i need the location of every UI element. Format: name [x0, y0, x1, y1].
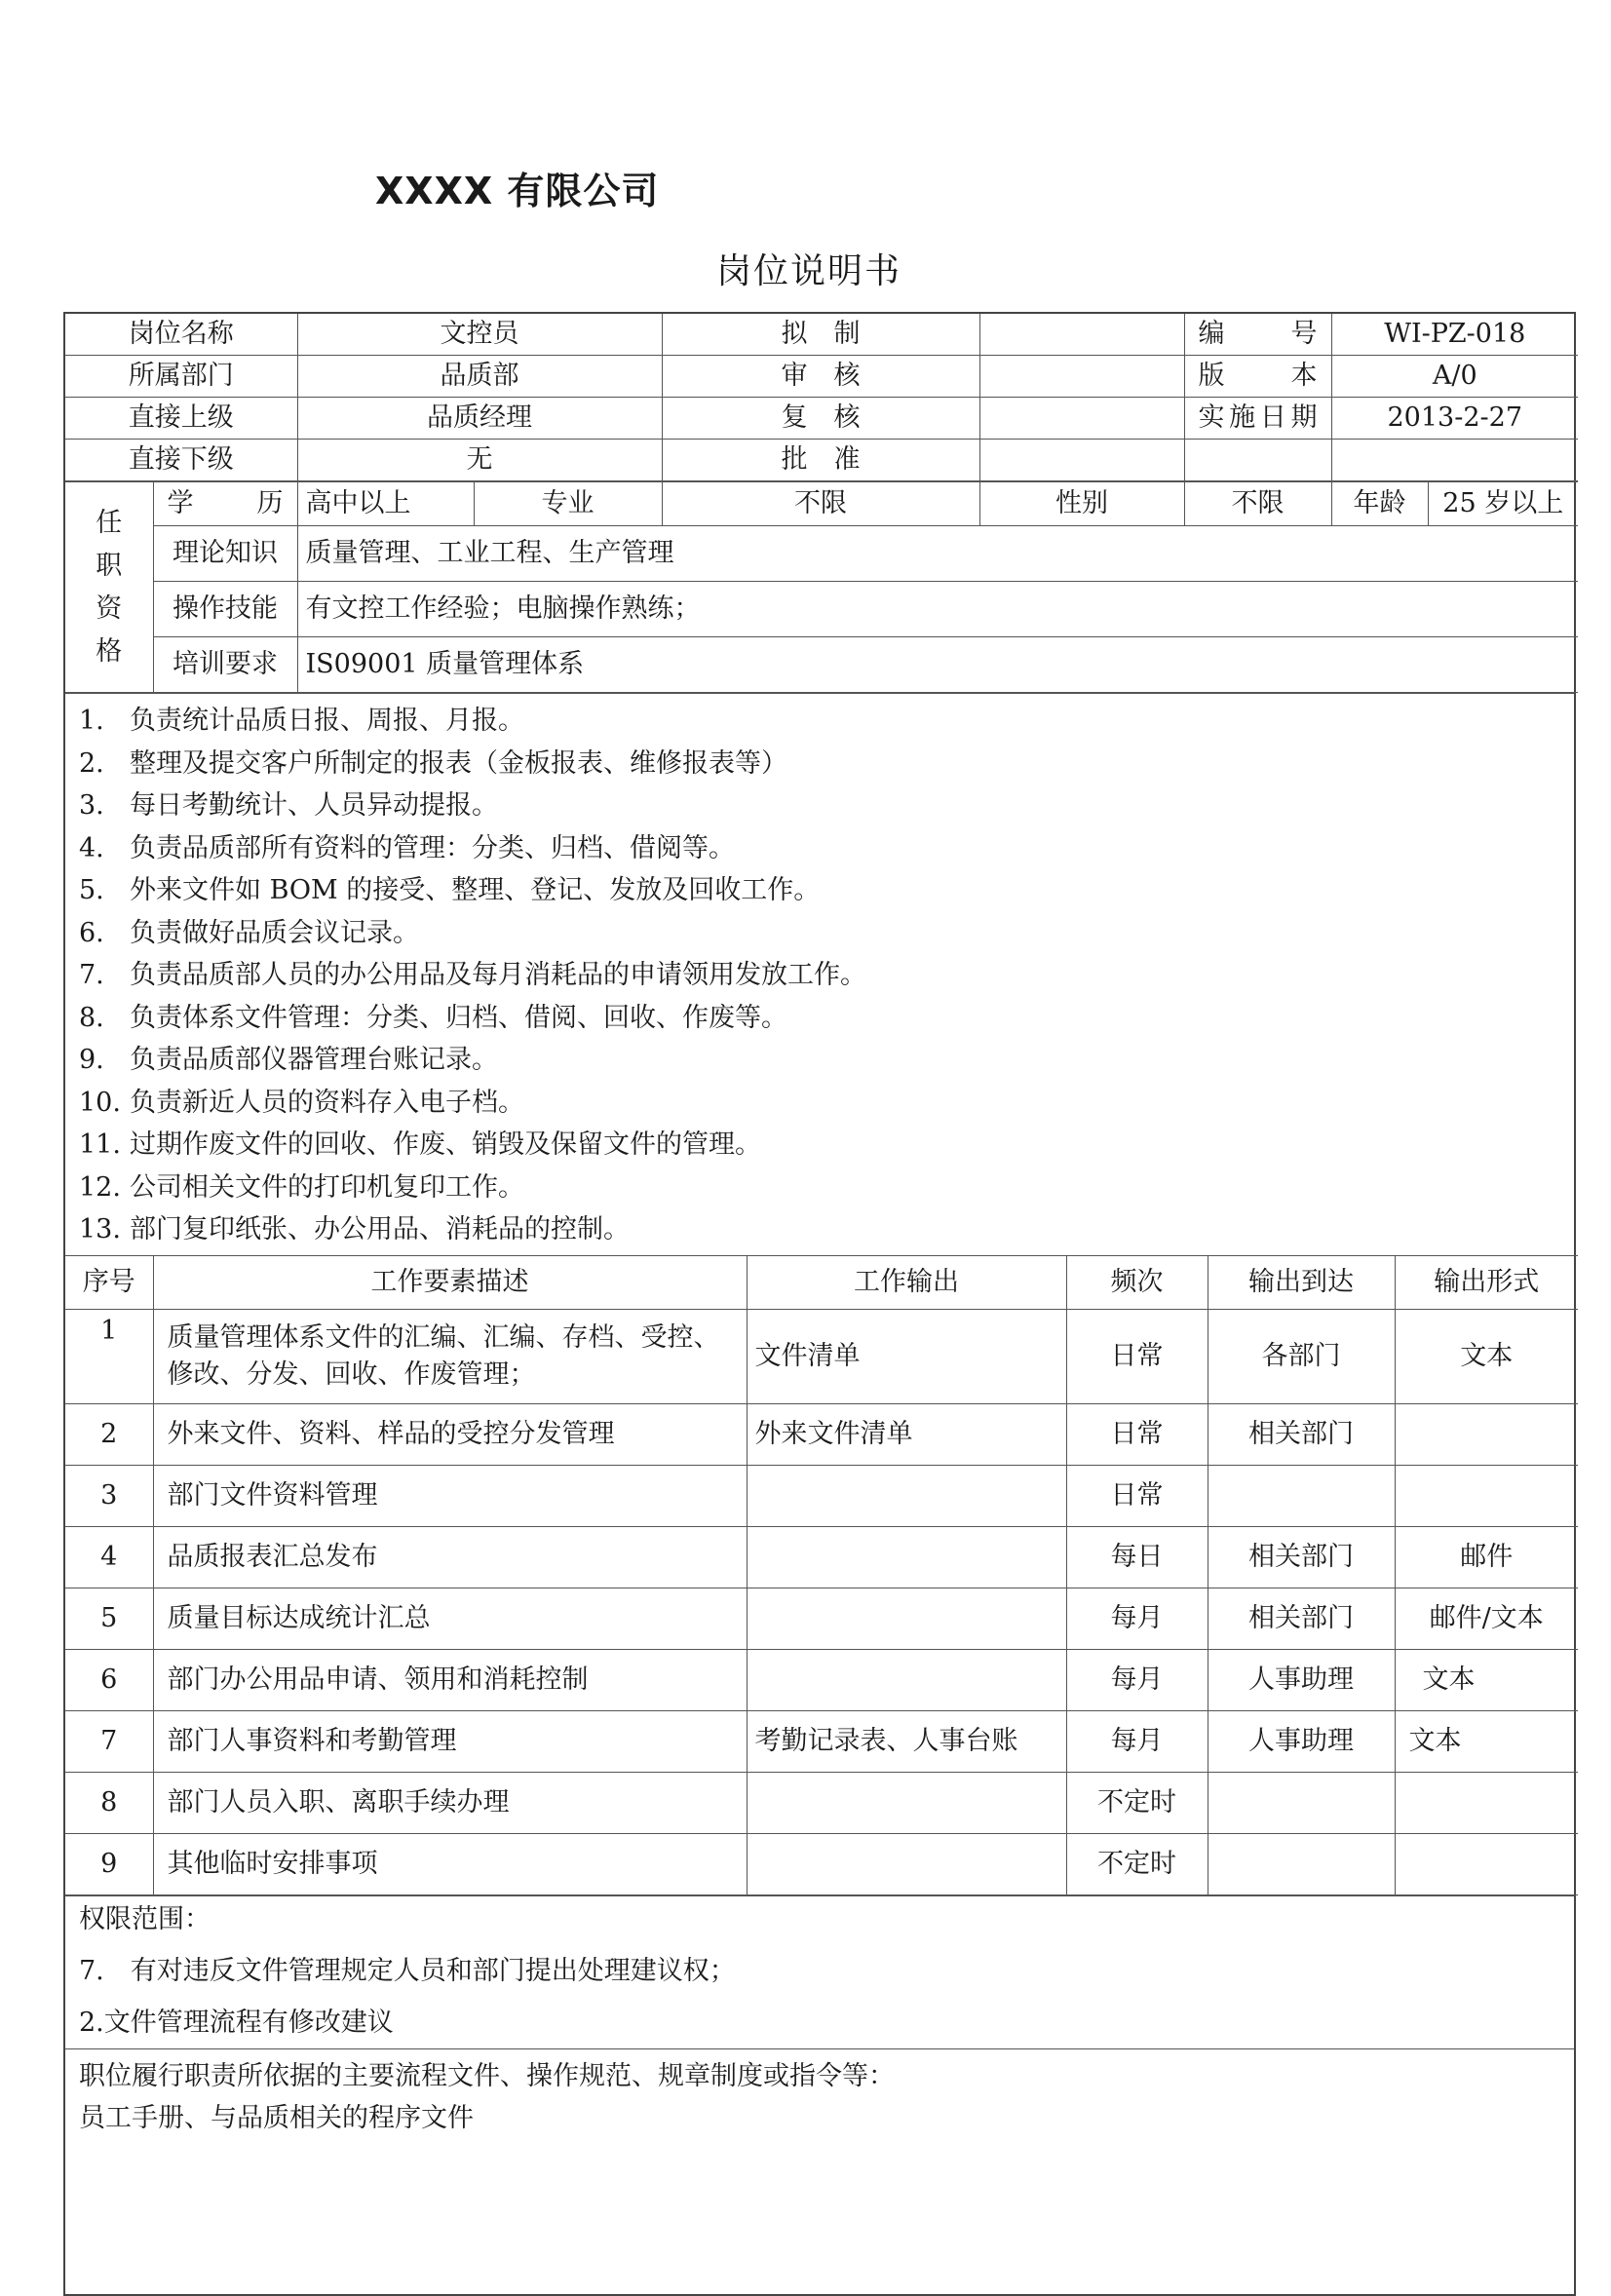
theory-row: [65, 526, 1578, 582]
sign-value: [979, 314, 1184, 356]
meta-value: [1331, 440, 1578, 481]
document-title: 岗位说明书: [716, 251, 902, 291]
training-row: [65, 637, 1578, 693]
sign-label: 审 核: [662, 356, 979, 398]
sign-label: 复 核: [662, 398, 979, 440]
sign-value: [979, 356, 1184, 398]
education-row: [65, 482, 1578, 526]
authority-title: 权限范围：: [79, 1903, 211, 1934]
job-description-form: [63, 312, 1576, 2296]
sign-value: [979, 440, 1184, 481]
field-value: 无: [297, 440, 662, 481]
column-header: 工作要素描述: [153, 1255, 747, 1309]
theory-value: 质量管理、工业工程、生产管理: [297, 526, 1578, 582]
qualifications-table: [65, 481, 1578, 693]
duty-item: 11. 过期作废文件的回收、作废、销毁及保留文件的管理。: [79, 1129, 761, 1160]
duty-item: 9. 负责品质部仪器管理台账记录。: [79, 1045, 498, 1075]
theory-label: 理论知识: [153, 526, 297, 582]
training-label: 培训要求: [153, 637, 297, 693]
training-value: IS09001 质量管理体系: [297, 637, 1578, 693]
duty-item: 8. 负责体系文件管理：分类、归档、借阅、回收、作废等。: [79, 1002, 787, 1033]
duty-item: 5. 外来文件如 BOM 的接受、整理、登记、发放及回收工作。: [79, 875, 821, 905]
column-header: 序号: [65, 1255, 153, 1309]
meta-value: 2013-2-27: [1331, 398, 1578, 440]
table-row: 1 质量管理体系文件的汇编、汇编、存档、受控、修改、分发、回收、作废管理； 文件清单 日常 各部门 文本: [65, 1309, 1578, 1403]
meta-label: 实施日期: [1184, 398, 1331, 440]
meta-label: 编 号: [1184, 314, 1331, 356]
header-row: [65, 440, 1578, 481]
skills-row: [65, 582, 1578, 637]
major-label: 专业: [474, 482, 662, 526]
meta-label: 版 本: [1184, 356, 1331, 398]
field-value: 文控员: [297, 314, 662, 356]
basis-title: 职位履行职责所依据的主要流程文件、操作规范、规章制度或指令等：: [79, 2060, 895, 2091]
field-label: 直接下级: [65, 440, 297, 481]
duty-item: 2. 整理及提交客户所制定的报表（金板报表、维修报表等）: [79, 747, 787, 779]
skills-value: 有文控工作经验；电脑操作熟练；: [297, 582, 1578, 637]
table-row: 3 部门文件资料管理 日常: [65, 1465, 1578, 1526]
skills-label: 操作技能: [153, 582, 297, 637]
meta-label: [1184, 440, 1331, 481]
table-row: 6 部门办公用品申请、领用和消耗控制 每月 人事助理 文本: [65, 1649, 1578, 1710]
age-value: 25 岁以上: [1428, 482, 1578, 526]
table-row: 4 品质报表汇总发布 每日 相关部门 邮件: [65, 1526, 1578, 1588]
meta-value: WI-PZ-018: [1331, 314, 1578, 356]
duty-item: 10. 负责新近人员的资料存入电子档。: [79, 1087, 524, 1118]
table-row: 5 质量目标达成统计汇总 每月 相关部门 邮件/文本: [65, 1588, 1578, 1649]
authority-item: 7. 有对违反文件管理规定人员和部门提出处理建议权；: [79, 1955, 736, 1986]
work-elements-table: [65, 1255, 1578, 1895]
meta-value: A/0: [1331, 356, 1578, 398]
duty-item: 6. 负责做好品质会议记录。: [79, 917, 419, 948]
duty-item: 7. 负责品质部人员的办公用品及每月消耗品的申请领用发放工作。: [79, 960, 866, 990]
age-label: 年龄: [1331, 482, 1428, 526]
company-name: XXXX 有限公司: [375, 170, 660, 212]
table-row: 7 部门人事资料和考勤管理 考勤记录表、人事台账 每月 人事助理 文本: [65, 1710, 1578, 1772]
section-label-qualifications: 任 职 资 格: [65, 482, 153, 693]
authority-item: 2.文件管理流程有修改建议: [79, 2007, 394, 2038]
duty-item: 12. 公司相关文件的打印机复印工作。: [79, 1171, 524, 1203]
major-value: 不限: [662, 482, 979, 526]
field-label: 直接上级: [65, 398, 297, 440]
duty-item: 13. 部门复印纸张、办公用品、消耗品的控制。: [79, 1214, 630, 1244]
field-label: 所属部门: [65, 356, 297, 398]
sign-label: 拟 制: [662, 314, 979, 356]
education-label: 学 历: [153, 482, 297, 526]
basis-content: 员工手册、与品质相关的程序文件: [79, 2102, 474, 2133]
column-header: 工作输出: [747, 1255, 1066, 1309]
gender-value: 不限: [1184, 482, 1331, 526]
header-row: [65, 398, 1578, 440]
table-header-row: [65, 1255, 1578, 1309]
sign-label: 批 准: [662, 440, 979, 481]
column-header: 输出到达: [1208, 1255, 1395, 1309]
table-row: 9 其他临时安排事项 不定时: [65, 1833, 1578, 1894]
basis-section: [65, 2048, 1574, 2294]
field-value: 品质经理: [297, 398, 662, 440]
table-row: 8 部门人员入职、离职手续办理 不定时: [65, 1772, 1578, 1833]
header-row: [65, 356, 1578, 398]
duties-list: [65, 693, 1574, 1255]
header-info-table: [65, 314, 1578, 481]
sign-value: [979, 398, 1184, 440]
field-value: 品质部: [297, 356, 662, 398]
authority-section: [65, 1895, 1574, 2048]
table-row: 2 外来文件、资料、样品的受控分发管理 外来文件清单 日常 相关部门: [65, 1403, 1578, 1465]
duty-item: 1. 负责统计品质日报、周报、月报。: [79, 706, 524, 736]
field-label: 岗位名称: [65, 314, 297, 356]
column-header: 输出形式: [1395, 1255, 1578, 1309]
header-row: [65, 314, 1578, 356]
duty-item: 3. 每日考勤统计、人员异动提报。: [79, 790, 498, 821]
education-value: 高中以上: [297, 482, 474, 526]
gender-label: 性别: [979, 482, 1184, 526]
column-header: 频次: [1066, 1255, 1208, 1309]
duty-item: 4. 负责品质部所有资料的管理：分类、归档、借阅等。: [79, 832, 735, 863]
